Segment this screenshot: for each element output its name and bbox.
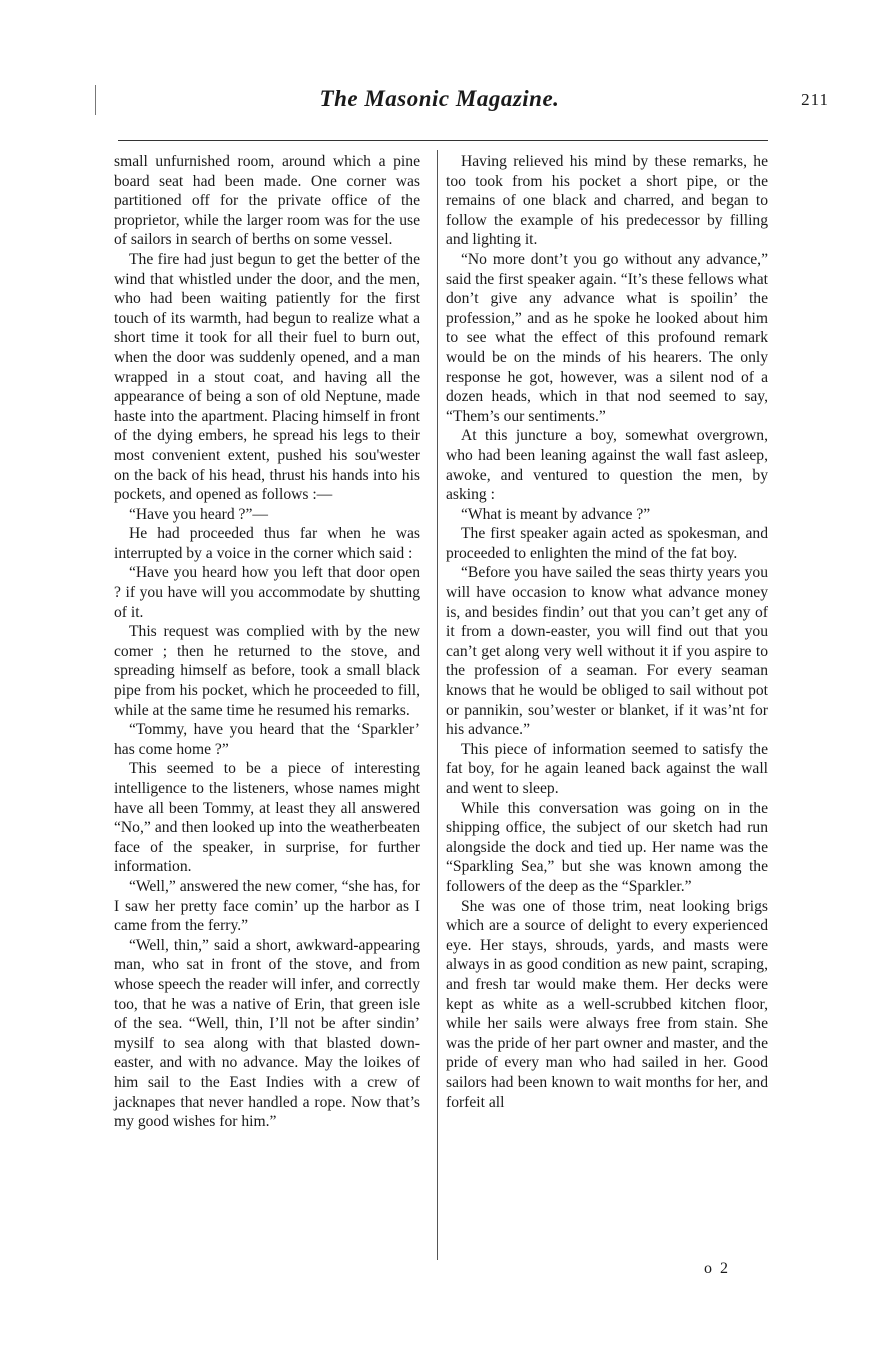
paragraph: The first speaker again acted as spokesman, and proceeded to enlighten the mind of the fat boy. bbox=[446, 525, 768, 562]
paragraph: “Have you heard ?”— bbox=[129, 505, 268, 523]
running-title: The Masonic Magazine. bbox=[319, 86, 560, 111]
paragraph: She was one of those trim, neat looking brigs which are a source of delight to every experienced eye. Her stays, shrouds, yards, and masts were always in as good condition as new paint, scraping, and fresh tar would make them. Her decks were kept as white as a well-scrubbed kitchen floor, while her sails were always free from stain. She was the pride of her part owner and master, and the pride of every man who had sailed in her. Good sailors had been known to wait months for her, and forfeit all bbox=[446, 897, 768, 1111]
paragraph: This request was complied with by the new comer ; then he returned to the stove, and spreading himself as before, took a small black pipe from his pocket, which he proceeded to fill, while at the same time he resumed his remarks. bbox=[114, 623, 420, 719]
column-divider bbox=[437, 150, 438, 1260]
left-column bbox=[114, 152, 420, 1132]
paragraph: “Well,” answered the new comer, “she has, for I saw her pretty face comin’ up the harbor as I came from the ferry.” bbox=[114, 877, 420, 935]
paragraph: small unfurnished room, around which a pine board seat had been made. One corner was partitioned off for the private office of the proprietor, while the larger room was for the use of sailors in search of berths on some vessel. bbox=[114, 153, 420, 249]
paragraph: The fire had just begun to get the better of the wind that whistled under the door, and the men, who had been waiting patiently for the first touch of its warmth, had begun to realize what a short time it took for all their fuel to burn out, when the door was suddenly opened, and a man wrapped in a stout coat, and having all the appearance of being a son of old Neptune, made haste into the apartment. Placing himself in front of the dying embers, he spread his legs to their most convenient extent, pushed his sou'wester on the back of his head, thrust his hands into his pockets, and opened as follows :— bbox=[114, 250, 420, 504]
paragraph: “Well, thin,” said a short, awkward-appearing man, who sat in front of the stove, and from whose speech the reader will infer, and correctly too, that he was a native of Erin, that green isle of the sea. “Well, thin, I’ll not be after sindin’ mysilf to sea along with that blasted down-easter, and with no advance. May the loikes of him sail to the East Indies with a crew of jacknapes that never handled a rope. Now that’s my good wishes for him.” bbox=[114, 936, 420, 1131]
header-rule bbox=[118, 140, 768, 141]
paragraph: “Before you have sailed the seas thirty years you will have occasion to know what advance money is, and besides findin’ out that you can’t get any of it from a down-easter, you will find out that you can’t get along very well without it if you aspire to the profession of a seaman. For every seaman knows that he would be obliged to sail without pot or pannikin, sou’wester or blanket, if it was’nt for his advance.” bbox=[446, 564, 768, 739]
paragraph: This piece of information seemed to satisfy the fat boy, for he again leaned back against the wall and went to sleep. bbox=[446, 740, 768, 797]
paragraph: At this juncture a boy, somewhat overgrown, who had been leaning against the wall fast asleep, awoke, and ventured to question the men, by asking : bbox=[446, 427, 768, 504]
paragraph: “Have you heard how you left that door open ? if you have will you accommodate by shutting of it. bbox=[114, 564, 420, 621]
paragraph: He had proceeded thus far when he was interrupted by a voice in the corner which said : bbox=[114, 525, 420, 562]
paragraph: Having relieved his mind by these remarks, he too took from his pocket a short pipe, or the remains of one black and charred, and began to follow the example of his predecessor by filling and lighting it. bbox=[446, 153, 768, 249]
signature-mark: o 2 bbox=[704, 1260, 730, 1277]
paragraph: “No more dont’t you go without any advance,” said the first speaker again. “It’s these fellows what don’t give any advance what is spoilin’ the profession,” and as he spoke he looked about him to see what the effect of this profound remark would be on the minds of his hearers. The only response he got, however, was a silent nod of a dozen heads, which in that nod seemed to say, “Them’s our sentiments.” bbox=[446, 250, 768, 425]
right-column bbox=[446, 152, 768, 1112]
paragraph: This seemed to be a piece of interesting intelligence to the listeners, whose names might have all been Tommy, at least they all answered “No,” and then looked up into the weatherbeaten face of the speaker, in surprise, for further information. bbox=[114, 760, 420, 876]
page-number: 211 bbox=[801, 90, 829, 109]
paragraph: “What is meant by advance ?” bbox=[461, 505, 651, 523]
paragraph: “Tommy, have you heard that the ‘Sparkler’ has come home ?” bbox=[114, 721, 420, 758]
paragraph: While this conversation was going on in the shipping office, the subject of our sketch had run alongside the dock and tied up. Her name was the “Sparkling Sea,” but she was known among the followers of the deep as the “Sparkler.” bbox=[446, 799, 768, 895]
